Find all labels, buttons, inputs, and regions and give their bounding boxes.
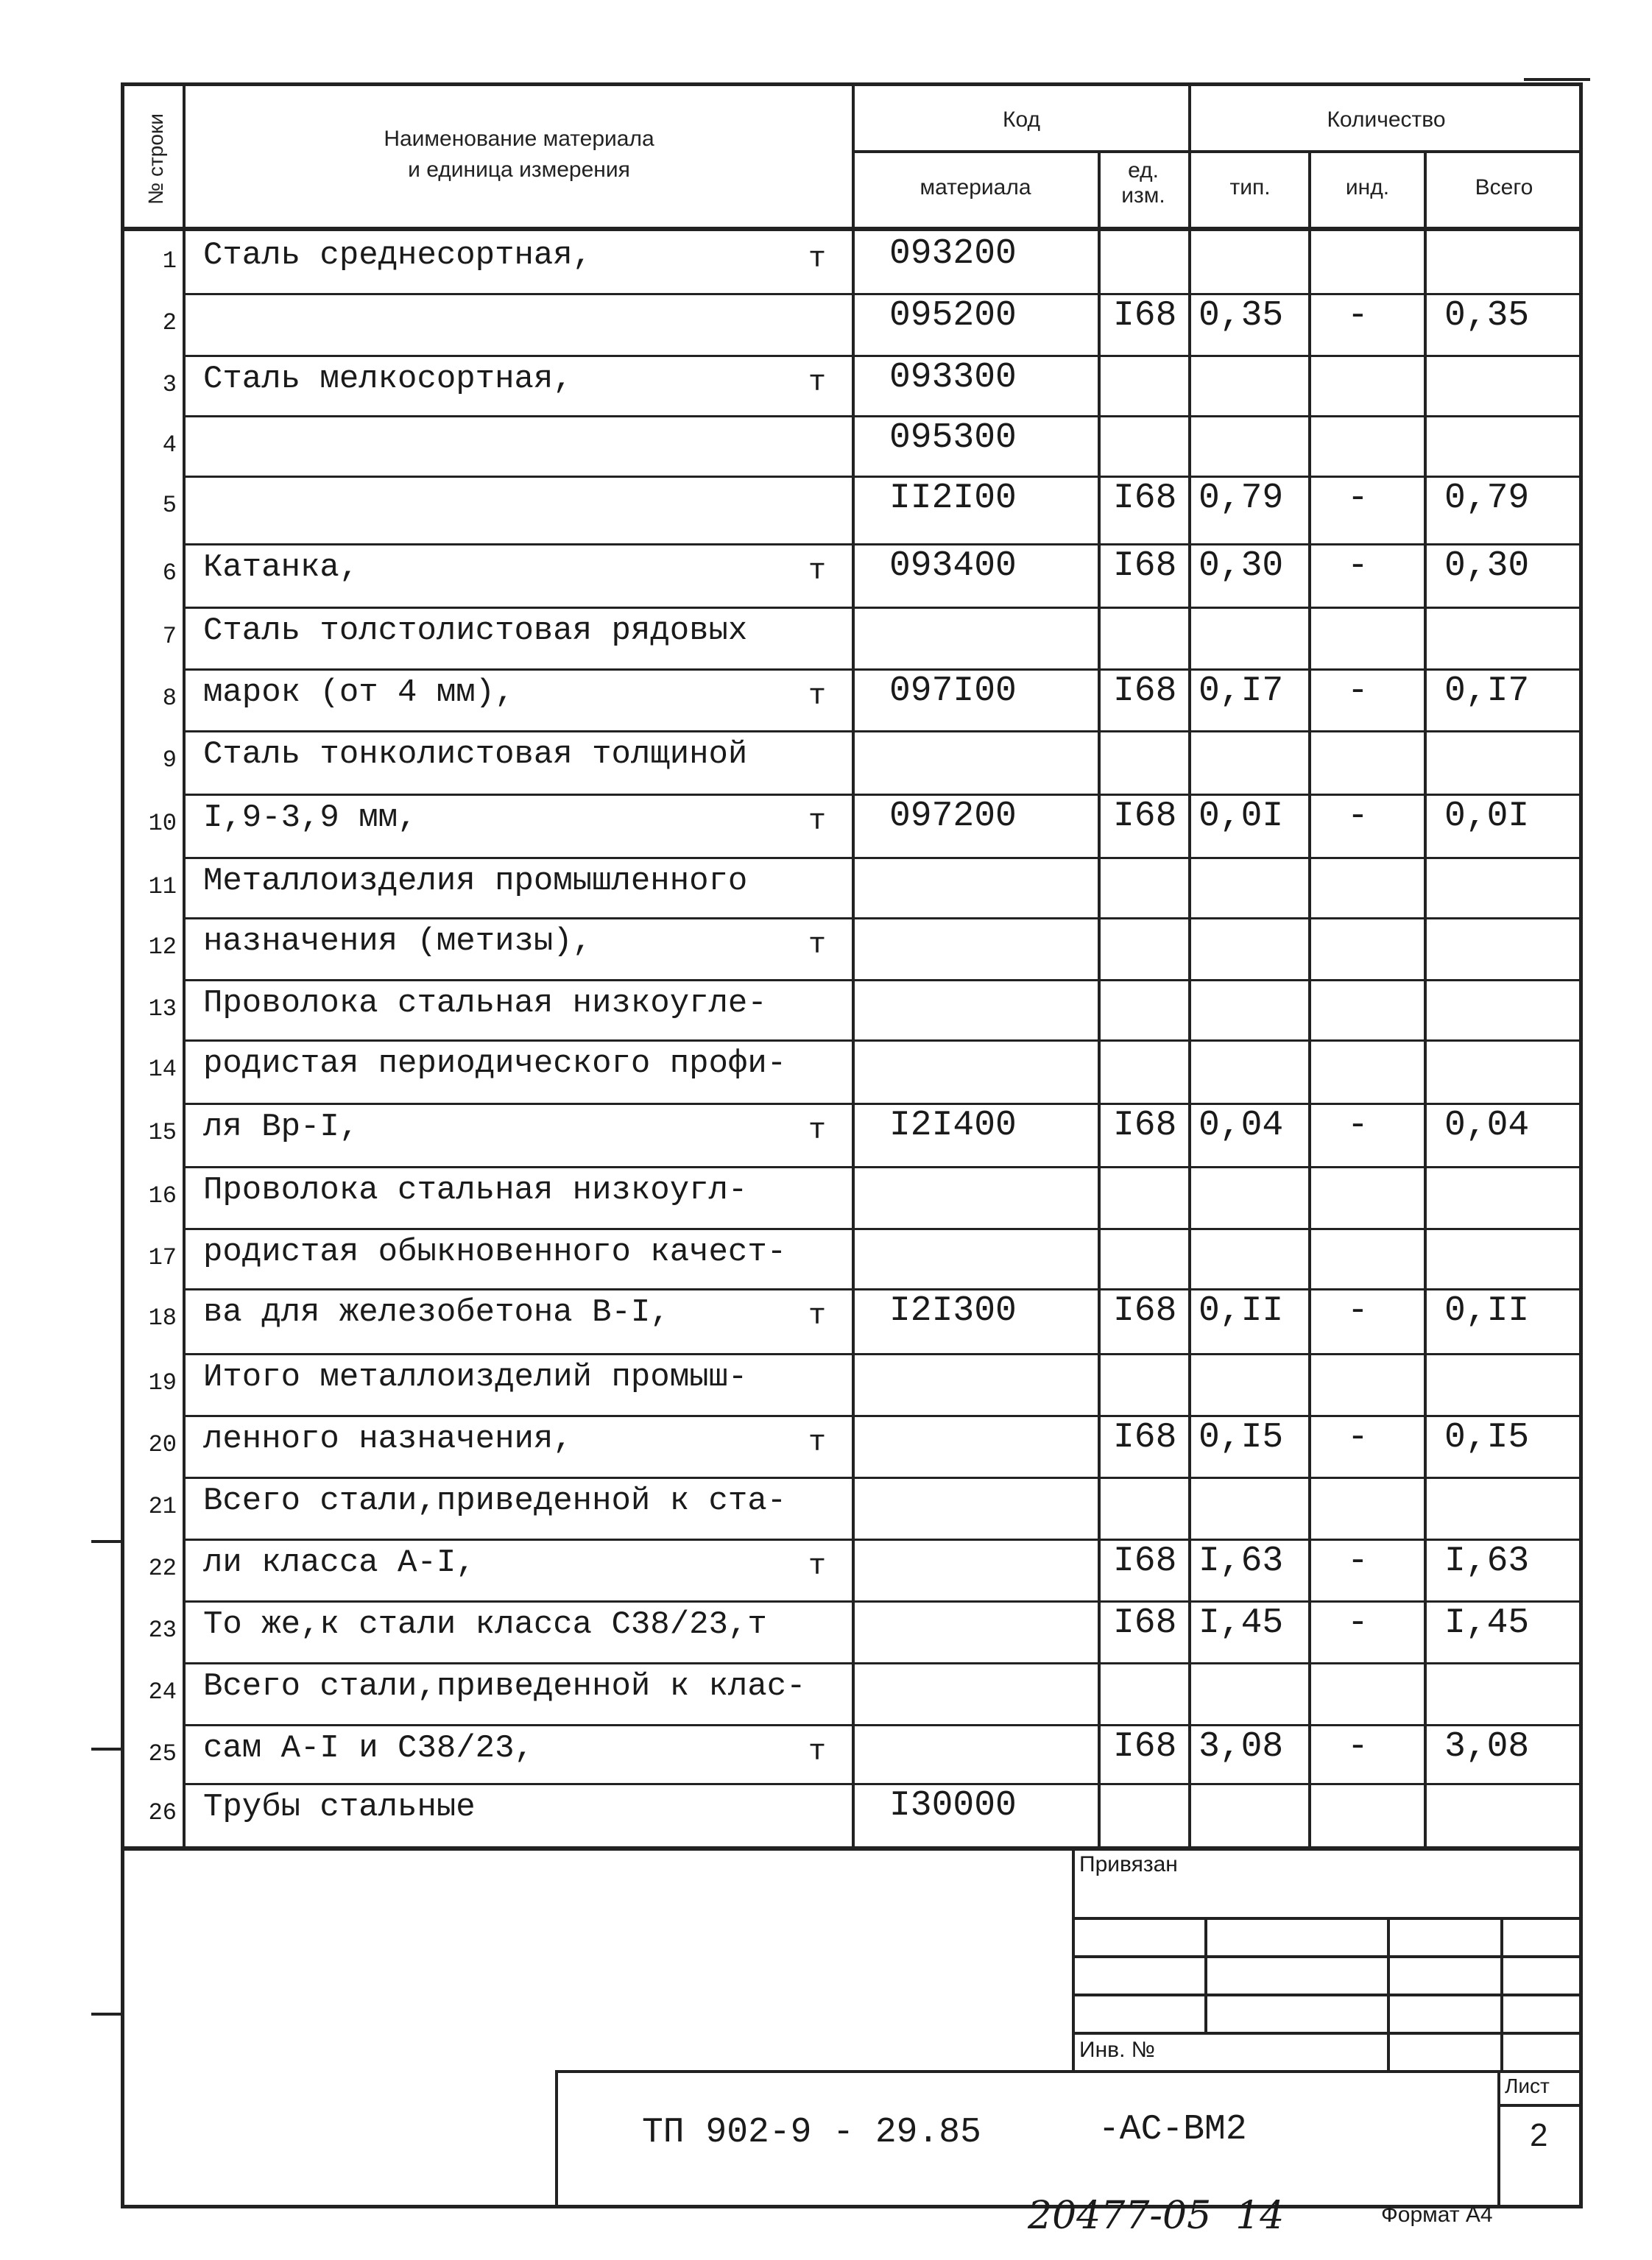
row-number: 22 <box>148 1555 177 1582</box>
inv-no-label: Инв. № <box>1079 2038 1155 2062</box>
material-unit: т <box>808 805 827 838</box>
margin-mark <box>91 1748 121 1751</box>
doc-suffix: -АС-ВМ2 <box>1098 2110 1247 2150</box>
row-divider <box>183 1783 1583 1785</box>
material-name: Проволока стальная низкоугле- <box>203 985 767 1022</box>
handwritten-number: 20477-05 14 <box>1028 2194 1285 2238</box>
material-unit: т <box>808 929 827 962</box>
material-name: Катанка, <box>203 549 359 586</box>
qty-total: I,45 <box>1444 1603 1530 1643</box>
material-name: родистая периодического профи- <box>203 1045 787 1082</box>
row-number: 25 <box>148 1740 177 1768</box>
unit-code: I68 <box>1113 1603 1177 1643</box>
margin-mark <box>91 1540 121 1543</box>
row-divider <box>183 1600 1583 1603</box>
unit-code: I68 <box>1113 1542 1177 1581</box>
material-name: I,9-3,9 мм, <box>203 799 417 836</box>
qty-total: 0,0I <box>1444 797 1530 836</box>
header-code-material: материала <box>919 175 1031 199</box>
qty-typ: 0,II <box>1199 1291 1284 1331</box>
row-number: 23 <box>148 1617 177 1644</box>
row-divider <box>183 730 1583 732</box>
row-number: 10 <box>148 810 177 837</box>
unit-code: I68 <box>1113 671 1177 711</box>
attached-label: Привязан <box>1079 1852 1178 1876</box>
row-number: 9 <box>162 746 177 774</box>
row-number: 21 <box>148 1493 177 1520</box>
row-divider <box>183 476 1583 478</box>
qty-ind: - <box>1347 296 1369 336</box>
qty-total: 3,08 <box>1444 1727 1530 1767</box>
row-divider <box>183 293 1583 295</box>
row-divider <box>183 543 1583 545</box>
material-unit: т <box>808 367 827 400</box>
material-unit: т <box>808 1300 827 1333</box>
qty-total: 0,30 <box>1444 546 1530 586</box>
material-name: Сталь тонколистовая толщиной <box>203 736 748 773</box>
qty-typ: 0,30 <box>1199 546 1284 586</box>
row-number: 4 <box>162 431 177 459</box>
unit-code: I68 <box>1113 1727 1177 1767</box>
row-number: 17 <box>148 1244 177 1271</box>
row-divider <box>183 1166 1583 1168</box>
header-qty-typ: тип. <box>1229 175 1271 199</box>
row-number: 5 <box>162 492 177 519</box>
material-name: Проволока стальная низкоугл- <box>203 1172 748 1209</box>
qty-typ: I,63 <box>1199 1542 1284 1581</box>
row-number: 2 <box>162 309 177 336</box>
qty-typ: 3,08 <box>1199 1727 1284 1767</box>
row-number: 11 <box>148 873 177 900</box>
row-divider <box>183 415 1583 417</box>
material-unit: т <box>808 1427 827 1460</box>
material-name: Всего стали,приведенной к ста- <box>203 1483 787 1519</box>
unit-code: I68 <box>1113 479 1177 518</box>
row-divider <box>183 668 1583 671</box>
material-name: Металлоизделия промышленного <box>203 863 748 900</box>
row-divider <box>183 1662 1583 1664</box>
material-name: марок (от 4 мм), <box>203 674 515 711</box>
margin-mark <box>91 2013 121 2016</box>
qty-ind: - <box>1347 546 1369 586</box>
row-number: 24 <box>148 1678 177 1706</box>
row-divider <box>183 979 1583 981</box>
header-qty-ind: инд. <box>1345 175 1390 199</box>
material-name: ли класса А-I, <box>203 1544 476 1581</box>
margin-mark <box>1524 78 1590 81</box>
row-divider <box>183 355 1583 357</box>
row-divider <box>183 1103 1583 1105</box>
material-name: Сталь среднесортная, <box>203 237 593 274</box>
row-divider <box>183 1353 1583 1355</box>
row-divider <box>183 794 1583 796</box>
material-name: ленного назначения, <box>203 1421 573 1458</box>
material-name: Трубы стальные <box>203 1789 476 1826</box>
row-divider <box>183 1724 1583 1726</box>
qty-ind: - <box>1347 1418 1369 1458</box>
row-number: 19 <box>148 1369 177 1396</box>
row-number: 18 <box>148 1304 177 1332</box>
qty-total: 0,04 <box>1444 1106 1530 1145</box>
material-name: Сталь мелкосортная, <box>203 361 573 398</box>
row-number: 1 <box>162 247 177 275</box>
sheet-label: Лист <box>1505 2074 1550 2097</box>
material-unit: т <box>808 555 827 588</box>
material-name: Всего стали,приведенной к клас- <box>203 1668 806 1705</box>
row-number: 26 <box>148 1799 177 1826</box>
header-row-no <box>125 88 184 228</box>
material-unit: т <box>808 680 827 713</box>
material-unit: т <box>808 1736 827 1769</box>
row-divider <box>183 1415 1583 1417</box>
material-unit: т <box>808 243 827 276</box>
material-code: I30000 <box>889 1786 1017 1826</box>
row-number: 14 <box>148 1056 177 1083</box>
material-unit: т <box>808 1550 827 1583</box>
row-divider <box>183 857 1583 859</box>
row-divider <box>183 1288 1583 1290</box>
unit-code: I68 <box>1113 1106 1177 1145</box>
qty-typ: 0,I7 <box>1199 671 1284 711</box>
qty-ind: - <box>1347 797 1369 836</box>
row-number: 20 <box>148 1431 177 1458</box>
header-qty-total: Всего <box>1475 175 1533 199</box>
material-name: сам А-I и С38/23, <box>203 1730 534 1767</box>
header-code: Код <box>1002 107 1040 132</box>
header-quantity: Количество <box>1327 107 1446 132</box>
sheet-number: 2 <box>1530 2117 1548 2153</box>
material-code: 097200 <box>889 797 1017 836</box>
qty-ind: - <box>1347 1542 1369 1581</box>
material-name: Итого металлоизделий промыш- <box>203 1359 748 1396</box>
row-divider <box>183 1039 1583 1042</box>
header-name: Наименование материала и единица измерения <box>384 127 654 182</box>
unit-code: I68 <box>1113 1418 1177 1458</box>
qty-ind: - <box>1347 1727 1369 1767</box>
material-code: II2I00 <box>889 479 1017 518</box>
qty-ind: - <box>1347 671 1369 711</box>
row-no-label: № строки <box>144 113 167 205</box>
qty-ind: - <box>1347 479 1369 518</box>
unit-code: I68 <box>1113 1291 1177 1331</box>
material-code: 093300 <box>889 358 1017 398</box>
material-code: 095300 <box>889 418 1017 458</box>
qty-typ: I,45 <box>1199 1603 1284 1643</box>
material-name: То же,к стали класса С38/23,т <box>203 1606 767 1643</box>
qty-total: 0,II <box>1444 1291 1530 1331</box>
material-name: Сталь толстолистовая рядовых <box>203 612 748 649</box>
row-divider <box>183 917 1583 919</box>
qty-typ: 0,04 <box>1199 1106 1284 1145</box>
row-number: 12 <box>148 933 177 961</box>
qty-total: 0,79 <box>1444 479 1530 518</box>
material-name: назначения (метизы), <box>203 923 593 960</box>
material-code: 093200 <box>889 234 1017 274</box>
qty-total: 0,I7 <box>1444 671 1530 711</box>
material-name: родистая обыкновенного качест- <box>203 1234 787 1271</box>
row-number: 16 <box>148 1182 177 1210</box>
material-name: ля Вр-I, <box>203 1109 359 1145</box>
material-name: ва для железобетона В-I, <box>203 1294 670 1331</box>
material-code: 097I00 <box>889 671 1017 711</box>
row-number: 15 <box>148 1119 177 1146</box>
row-divider <box>183 1477 1583 1479</box>
unit-code: I68 <box>1113 797 1177 836</box>
material-code: 093400 <box>889 546 1017 586</box>
material-code: I2I400 <box>889 1106 1017 1145</box>
unit-code: I68 <box>1113 296 1177 336</box>
row-number: 3 <box>162 371 177 398</box>
qty-total: 0,35 <box>1444 296 1530 336</box>
row-number: 7 <box>162 623 177 650</box>
material-code: I2I300 <box>889 1291 1017 1331</box>
row-number: 6 <box>162 559 177 587</box>
material-code: 095200 <box>889 296 1017 336</box>
row-divider <box>183 607 1583 609</box>
doc-code: ТП 902-9 - 29.85 <box>642 2113 981 2153</box>
row-divider <box>183 1228 1583 1230</box>
material-unit: т <box>808 1115 827 1148</box>
qty-total: I,63 <box>1444 1542 1530 1581</box>
qty-ind: - <box>1347 1291 1369 1331</box>
qty-typ: 0,35 <box>1199 296 1284 336</box>
header-code-unit: ед. изм. <box>1121 158 1165 208</box>
qty-ind: - <box>1347 1106 1369 1145</box>
row-number: 13 <box>148 995 177 1023</box>
qty-total: 0,I5 <box>1444 1418 1530 1458</box>
qty-typ: 0,79 <box>1199 479 1284 518</box>
unit-code: I68 <box>1113 546 1177 586</box>
row-divider <box>183 1539 1583 1541</box>
format-label: Формат А4 <box>1381 2203 1493 2227</box>
row-number: 8 <box>162 685 177 712</box>
qty-ind: - <box>1347 1603 1369 1643</box>
qty-typ: 0,0I <box>1199 797 1284 836</box>
qty-typ: 0,I5 <box>1199 1418 1284 1458</box>
